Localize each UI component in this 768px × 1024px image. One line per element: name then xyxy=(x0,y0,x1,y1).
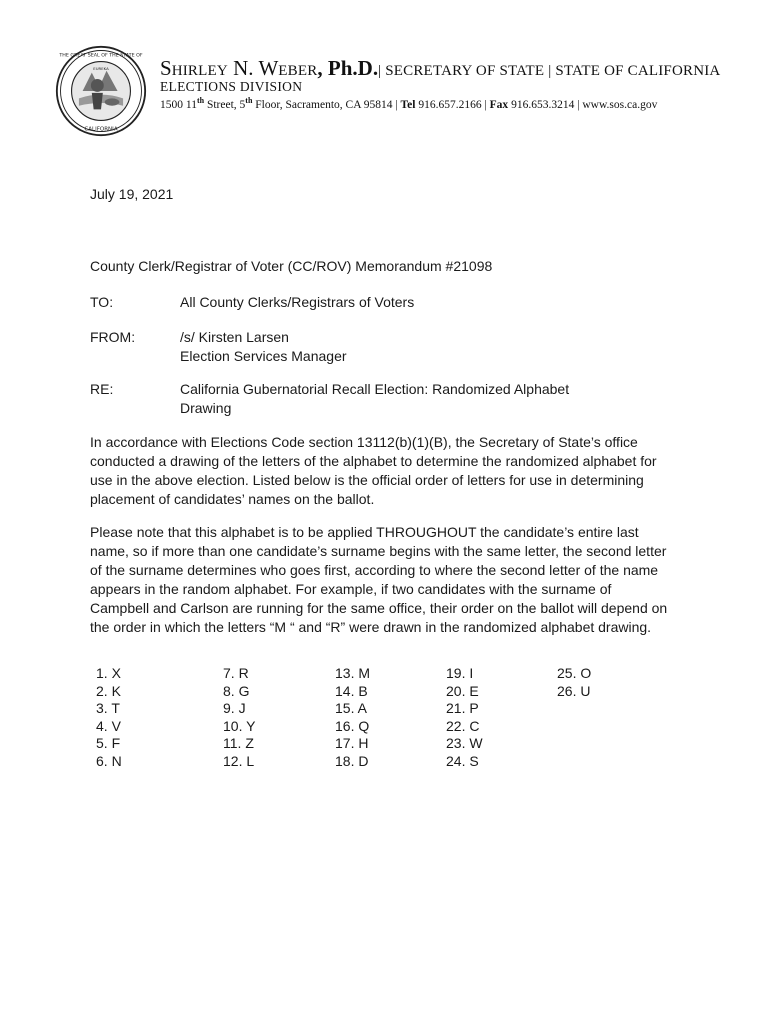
address-superscript: th xyxy=(245,96,253,105)
address-part: Floor, Sacramento, CA 95814 | xyxy=(252,98,401,111)
alphabet-column-3 xyxy=(335,665,370,771)
list-item: 6. N xyxy=(96,752,122,769)
to-label: TO: xyxy=(90,294,114,310)
fax-label: Fax xyxy=(489,98,509,111)
alphabet-column-5 xyxy=(557,665,591,700)
from-label: FROM: xyxy=(90,329,136,345)
list-item: 20. E xyxy=(446,682,479,699)
to-value: All County Clerks/Registrars of Voters xyxy=(180,294,415,310)
letterhead-contact-line xyxy=(160,96,657,111)
list-item: 23. W xyxy=(446,735,483,752)
letterhead-division: ELECTIONS DIVISION xyxy=(160,79,303,94)
randomized-alphabet-list xyxy=(96,665,656,775)
seal-text-top: THE GREAT SEAL OF THE STATE OF xyxy=(59,53,143,59)
memo-number-line: County Clerk/Registrar of Voter (CC/ROV) Memorandum #21098 xyxy=(90,258,493,274)
list-item: 17. H xyxy=(335,735,369,752)
list-item: 25. O xyxy=(557,665,592,681)
memo-date: July 19, 2021 xyxy=(90,186,174,202)
list-item: 16. Q xyxy=(335,717,370,734)
alphabet-column-4 xyxy=(446,665,483,771)
list-item: 1. X xyxy=(96,665,121,681)
list-item: 13. M xyxy=(335,665,371,681)
list-item: 12. L xyxy=(223,752,255,769)
california-state-seal-icon xyxy=(55,45,147,137)
alphabet-column-2 xyxy=(223,665,255,771)
name-first-letter: S xyxy=(160,56,172,80)
tel-number: 916.657.2166 | xyxy=(415,98,490,111)
list-item: 21. P xyxy=(446,700,479,717)
name-middle: N. xyxy=(227,56,259,80)
list-item: 5. F xyxy=(96,735,121,752)
alphabet-column-1 xyxy=(96,665,122,771)
name-suffix: , Ph.D. xyxy=(317,56,379,80)
list-item: 22. C xyxy=(446,717,480,734)
address-part: Street, 5 xyxy=(204,98,246,111)
list-item: 11. Z xyxy=(223,735,254,752)
list-item: 19. I xyxy=(446,665,474,681)
list-item: 3. T xyxy=(96,700,120,717)
re-value: California Gubernatorial Recall Election: Randomized Alphabet Drawing xyxy=(180,381,570,416)
tel-label: Tel xyxy=(400,98,416,111)
address-superscript: th xyxy=(196,96,205,105)
seal-motto: EUREKA xyxy=(93,65,109,71)
list-item: 24. S xyxy=(446,752,479,769)
fax-number-and-website: 916.653.3214 | www.sos.ca.gov xyxy=(508,98,658,111)
list-item: 9. J xyxy=(223,700,246,717)
from-signature: /s/ Kirsten Larsen xyxy=(180,329,289,345)
from-title: Election Services Manager xyxy=(180,348,347,364)
list-item: 14. B xyxy=(335,682,368,699)
paragraph-2: Please note that this alphabet is to be applied THROUGHOUT the candidate’s entire last name, so if more than one candidate’s surname begins with the same letter, the second letter of the surname determines who goes first, according to where the second letter of the name appears in the random alphabet. For example, if two candidates with the surname of Campbell and Carlson are running for the same office, their order on the ballot will depend on the order in which the letters “M “ and “R” were drawn in the randomized alphabet drawing. xyxy=(90,524,668,635)
re-label: RE: xyxy=(90,381,114,397)
paragraph-1: In accordance with Elections Code section 13112(b)(1)(B), the Secretary of State’s office conducted a drawing of the letters of the alphabet to determine the randomized alphabet for use in the above election. Listed below is the official order of letters for use in determining placement of candidates’ names on the ballot. xyxy=(90,434,657,507)
name-last-rest: EBER xyxy=(278,63,318,79)
list-item: 26. U xyxy=(557,682,591,699)
from-value xyxy=(180,328,650,366)
letterhead-title: | SECRETARY OF STATE | STATE OF CALIFORNIA xyxy=(378,63,721,79)
name-last-letter: W xyxy=(258,56,279,80)
list-item: 8. G xyxy=(223,682,250,699)
list-item: 2. K xyxy=(96,682,121,699)
seal-text-bottom: CALIFORNIA xyxy=(84,126,118,133)
list-item: 10. Y xyxy=(223,717,256,734)
name-rest: HIRLEY xyxy=(171,63,228,79)
list-item: 18. D xyxy=(335,752,369,769)
list-item: 7. R xyxy=(223,665,249,681)
list-item: 4. V xyxy=(96,717,121,734)
letterhead-name-line xyxy=(160,56,720,81)
list-item: 15. A xyxy=(335,700,367,717)
address-part: 1500 11 xyxy=(160,98,197,111)
